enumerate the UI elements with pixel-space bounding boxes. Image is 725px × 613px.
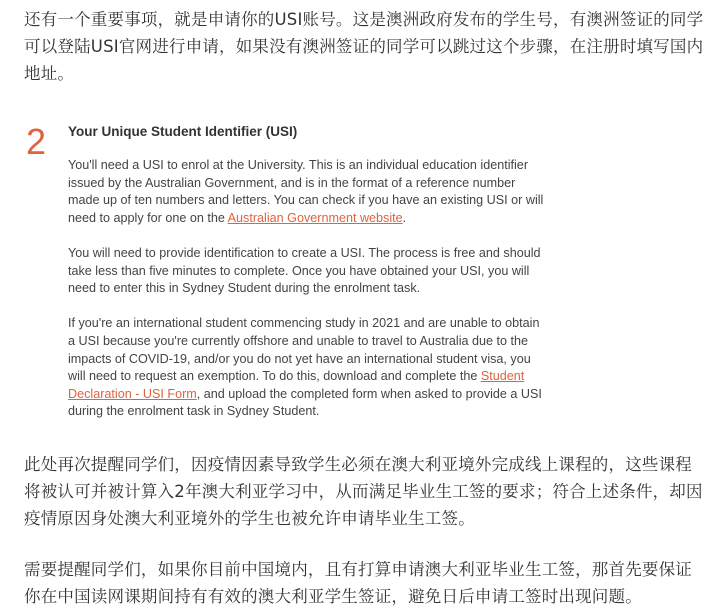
card-paragraph-3-text: If you're an international student commencing study in 2021 and are unable to obtain a USI because you're currently offshore and unable to travel to Australia due to the impacts of COVID-19, and/or you do not yet have an international student visa, you will need to request an exemption. To do this, download and complete the	[68, 316, 540, 384]
australian-government-website-link[interactable]: Australian Government website	[227, 210, 403, 225]
intro-paragraph: 还有一个重要事项，就是申请你的USI账号。这是澳洲政府发布的学生号，有澳洲签证的同学可以登陆USI官网进行申请，如果没有澳洲签证的同学可以跳过这个步骤，在注册时填写国内地址。	[24, 10, 704, 83]
card-paragraph-2: You will need to provide identification to create a USI. The process is free and should take less than five minutes to complete. Once you have obtained your USI, you will need to enter this in Sydney Student during the enrolment task.	[68, 245, 541, 296]
step-number: 2	[26, 121, 47, 162]
card-title: Your Unique Student Identifier (USI)	[68, 124, 298, 139]
card-body	[68, 157, 546, 439]
card-paragraph-3-end: , and upload the completed form when asked to provide a USI during the enrolment task in Sydney Student.	[68, 386, 542, 419]
card-paragraph-1-end: .	[402, 210, 407, 225]
card-paragraph-1	[68, 157, 546, 227]
usi-info-card	[22, 117, 547, 428]
card-paragraph-3	[68, 315, 546, 421]
reminder-paragraph: 此处再次提醒同学们，因疫情因素导致学生必须在澳大利亚境外完成线上课程的，这些课程将被认可并被计算入2年澳大利亚学习中，从而满足毕业生工签的要求；符合上述条件，却因疫情原因身处澳大利亚境外的学生也被允许申请毕业生工签。	[24, 455, 703, 528]
student-declaration-usi-form-link[interactable]: Student Declaration - USI Form	[68, 369, 525, 401]
visa-advice-paragraph: 需要提醒同学们，如果你目前中国境内，且有打算申请澳大利亚毕业生工签，那首先要保证你在中国读网课期间持有有效的澳大利亚学生签证，避免日后申请工签时出现问题。	[24, 560, 692, 606]
card-paragraph-1-text: You'll need a USI to enrol at the University. This is an individual education identifier issued by the Australian Government, and is in the format of a reference number made up of ten numbers and letters. You can check if you have an existing USI or will need to apply for one on the	[68, 158, 544, 225]
